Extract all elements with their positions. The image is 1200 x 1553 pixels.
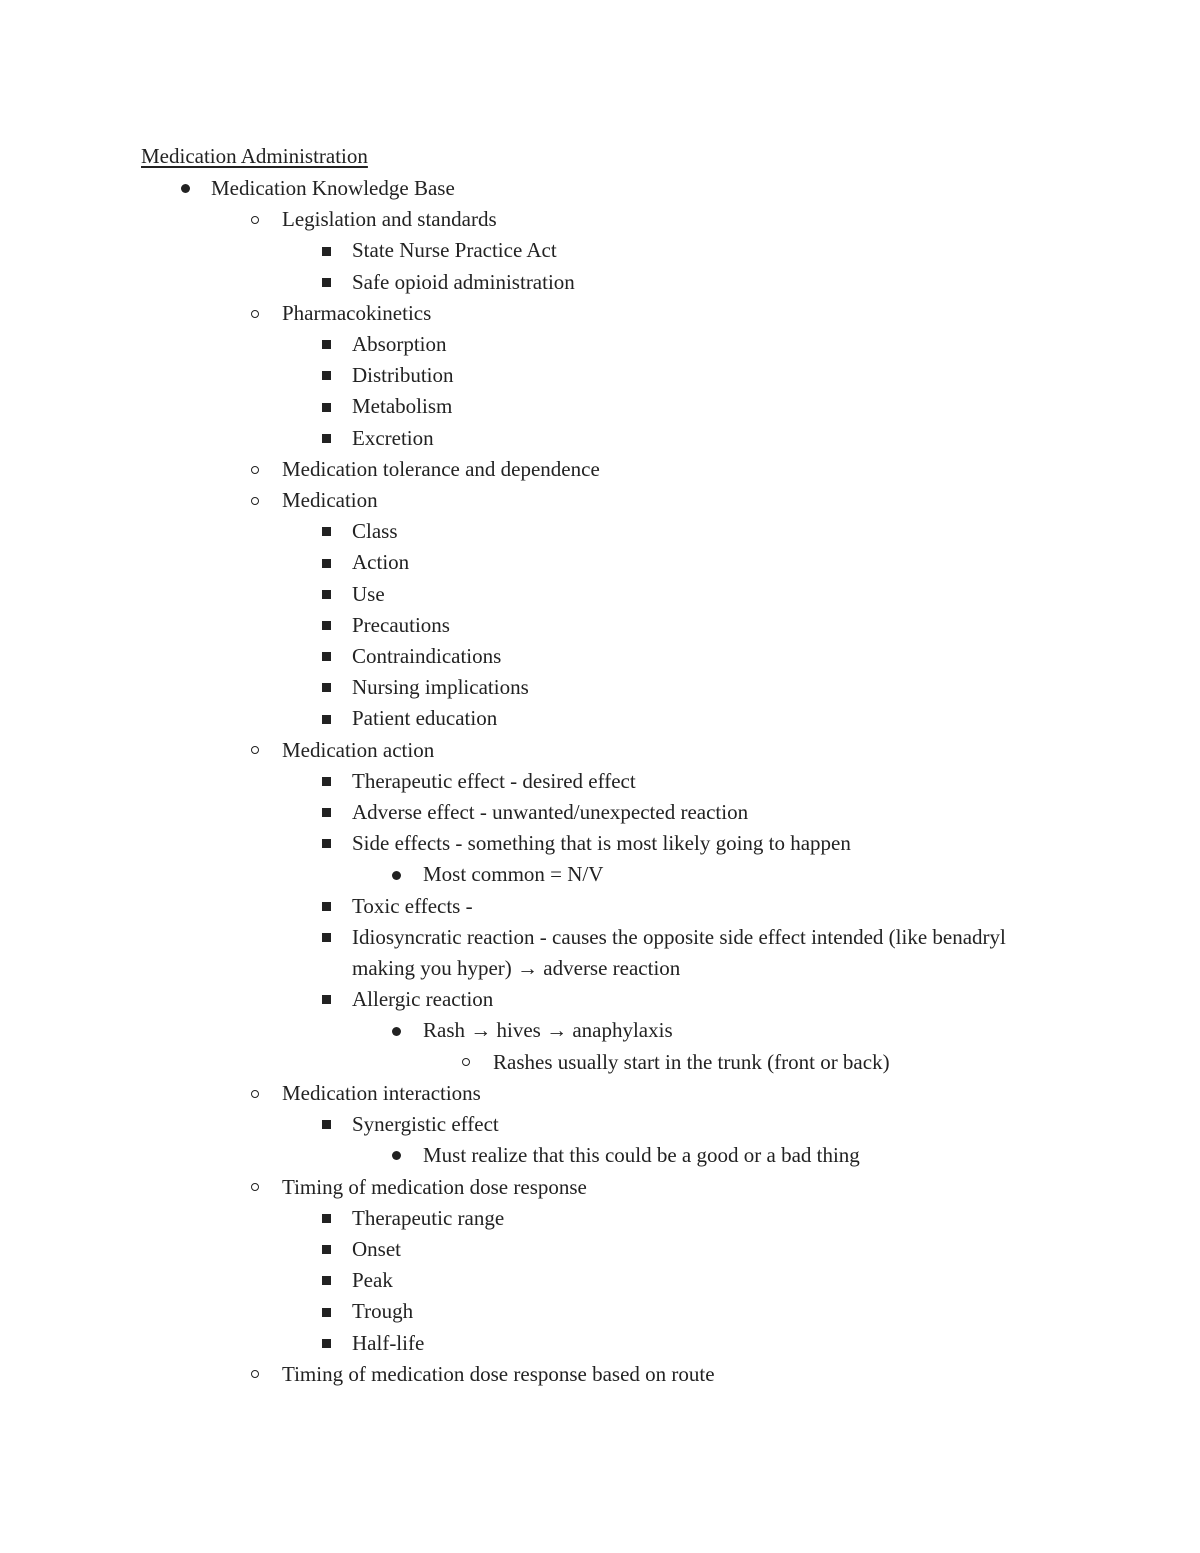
square-bullet-icon xyxy=(316,1109,336,1140)
disc-bullet-icon xyxy=(386,859,406,890)
list-item-text: Distribution xyxy=(352,363,454,388)
list-item xyxy=(0,329,1200,360)
list-item xyxy=(0,1172,1200,1203)
list-item-text: Safe opioid administration xyxy=(352,269,575,294)
square-bullet-icon xyxy=(316,922,336,953)
circle-bullet-icon xyxy=(245,298,265,329)
page-title: Medication Administration xyxy=(141,144,368,168)
list-item xyxy=(0,391,1200,422)
disc-bullet-icon xyxy=(386,1140,406,1171)
list-item-text: Synergistic effect xyxy=(352,1112,499,1137)
list-item xyxy=(0,922,1007,984)
square-bullet-icon xyxy=(316,329,336,360)
list-item xyxy=(0,454,1200,485)
list-item xyxy=(0,1296,1200,1327)
list-item-text: Therapeutic effect - desired effect xyxy=(352,768,636,793)
square-bullet-icon xyxy=(316,828,336,859)
square-bullet-icon xyxy=(316,391,336,422)
list-item xyxy=(0,891,1200,922)
square-bullet-icon xyxy=(316,235,336,266)
square-bullet-icon xyxy=(316,1265,336,1296)
list-item-text: Therapeutic range xyxy=(352,1205,505,1230)
list-item-text: Medication interactions xyxy=(282,1080,481,1105)
square-bullet-icon xyxy=(316,797,336,828)
list-item-text: Idiosyncratic reaction - causes the opposite side effect intended (like benadryl making you hyper) → adverse reaction xyxy=(352,924,1006,981)
circle-bullet-icon xyxy=(245,735,265,766)
circle-bullet-icon xyxy=(245,454,265,485)
list-item-text: Pharmacokinetics xyxy=(282,300,432,325)
list-item xyxy=(0,859,1200,890)
list-item-text: Timing of medication dose response xyxy=(282,1174,587,1199)
list-item xyxy=(0,1109,1200,1140)
square-bullet-icon xyxy=(316,1234,336,1265)
list-item xyxy=(0,1265,1200,1296)
list-item-text: Metabolism xyxy=(352,394,453,419)
list-item xyxy=(0,235,1200,266)
square-bullet-icon xyxy=(316,579,336,610)
list-item-text: Side effects - something that is most likely going to happen xyxy=(352,831,851,856)
list-item xyxy=(0,703,1200,734)
list-item-text: Onset xyxy=(352,1236,401,1261)
square-bullet-icon xyxy=(316,423,336,454)
square-bullet-icon xyxy=(316,766,336,797)
list-item xyxy=(0,579,1200,610)
list-item xyxy=(0,485,1200,516)
list-item-text: Most common = N/V xyxy=(423,862,604,887)
list-item-text: Rash → hives → anaphylaxis xyxy=(423,1018,673,1043)
list-item xyxy=(0,1234,1200,1265)
list-item xyxy=(0,267,1200,298)
list-item-text: Must realize that this could be a good or a bad thing xyxy=(423,1143,860,1168)
list-item xyxy=(0,828,1200,859)
list-item-text: Timing of medication dose response based on route xyxy=(282,1361,715,1386)
list-item-text: Adverse effect - unwanted/unexpected reaction xyxy=(352,800,749,825)
list-item-text: Medication tolerance and dependence xyxy=(282,456,600,481)
disc-bullet-icon xyxy=(175,173,195,204)
square-bullet-icon xyxy=(316,1328,336,1359)
list-item-text: Patient education xyxy=(352,706,498,731)
list-item-text: Precautions xyxy=(352,612,450,637)
list-item-text: Contraindications xyxy=(352,644,502,669)
list-item xyxy=(0,423,1200,454)
square-bullet-icon xyxy=(316,891,336,922)
list-item xyxy=(0,360,1200,391)
list-item-text: Toxic effects - xyxy=(352,893,473,918)
list-item xyxy=(0,641,1200,672)
circle-bullet-icon xyxy=(456,1047,476,1078)
list-item xyxy=(0,735,1200,766)
list-item-text: Trough xyxy=(352,1299,414,1324)
list-item-text: Medication xyxy=(282,488,378,513)
square-bullet-icon xyxy=(316,984,336,1015)
square-bullet-icon xyxy=(316,641,336,672)
list-item xyxy=(0,1015,1200,1046)
square-bullet-icon xyxy=(316,703,336,734)
circle-bullet-icon xyxy=(245,485,265,516)
list-item-text: Excretion xyxy=(352,425,434,450)
list-item xyxy=(0,1328,1200,1359)
circle-bullet-icon xyxy=(245,1359,265,1390)
list-item-text: Half-life xyxy=(352,1330,425,1355)
list-item xyxy=(0,610,1200,641)
list-item-text: Medication Knowledge Base xyxy=(211,176,455,200)
square-bullet-icon xyxy=(316,1296,336,1327)
disc-bullet-icon xyxy=(386,1015,406,1046)
square-bullet-icon xyxy=(316,360,336,391)
circle-bullet-icon xyxy=(245,1078,265,1109)
list-item xyxy=(0,547,1200,578)
list-item-text: Legislation and standards xyxy=(282,207,497,232)
list-item xyxy=(0,1140,1200,1171)
square-bullet-icon xyxy=(316,672,336,703)
list-item xyxy=(0,797,1200,828)
circle-bullet-icon xyxy=(245,1172,265,1203)
list-item xyxy=(0,516,1200,547)
list-item-text: Action xyxy=(352,550,410,575)
square-bullet-icon xyxy=(316,1203,336,1234)
square-bullet-icon xyxy=(316,610,336,641)
list-item-text: Rashes usually start in the trunk (front or back) xyxy=(493,1049,890,1074)
list-item xyxy=(0,1203,1200,1234)
list-item-text: State Nurse Practice Act xyxy=(352,238,557,263)
list-item-text: Use xyxy=(352,581,385,606)
square-bullet-icon xyxy=(316,547,336,578)
list-item xyxy=(0,1359,1200,1390)
square-bullet-icon xyxy=(316,516,336,547)
list-item xyxy=(0,1078,1200,1109)
list-item-text: Class xyxy=(352,519,398,544)
list-item xyxy=(0,984,1200,1015)
list-item-text: Peak xyxy=(352,1268,393,1293)
list-item xyxy=(0,173,1200,204)
list-item-text: Medication action xyxy=(282,737,435,762)
circle-bullet-icon xyxy=(245,204,265,235)
list-item xyxy=(0,1047,1200,1078)
square-bullet-icon xyxy=(316,267,336,298)
list-item-text: Absorption xyxy=(352,332,447,357)
list-item-text: Nursing implications xyxy=(352,675,529,700)
list-item xyxy=(0,766,1200,797)
bullet-outline xyxy=(0,173,1200,1390)
list-item-text: Allergic reaction xyxy=(352,987,494,1012)
list-item xyxy=(0,672,1200,703)
list-item xyxy=(0,204,1200,235)
list-item xyxy=(0,298,1200,329)
